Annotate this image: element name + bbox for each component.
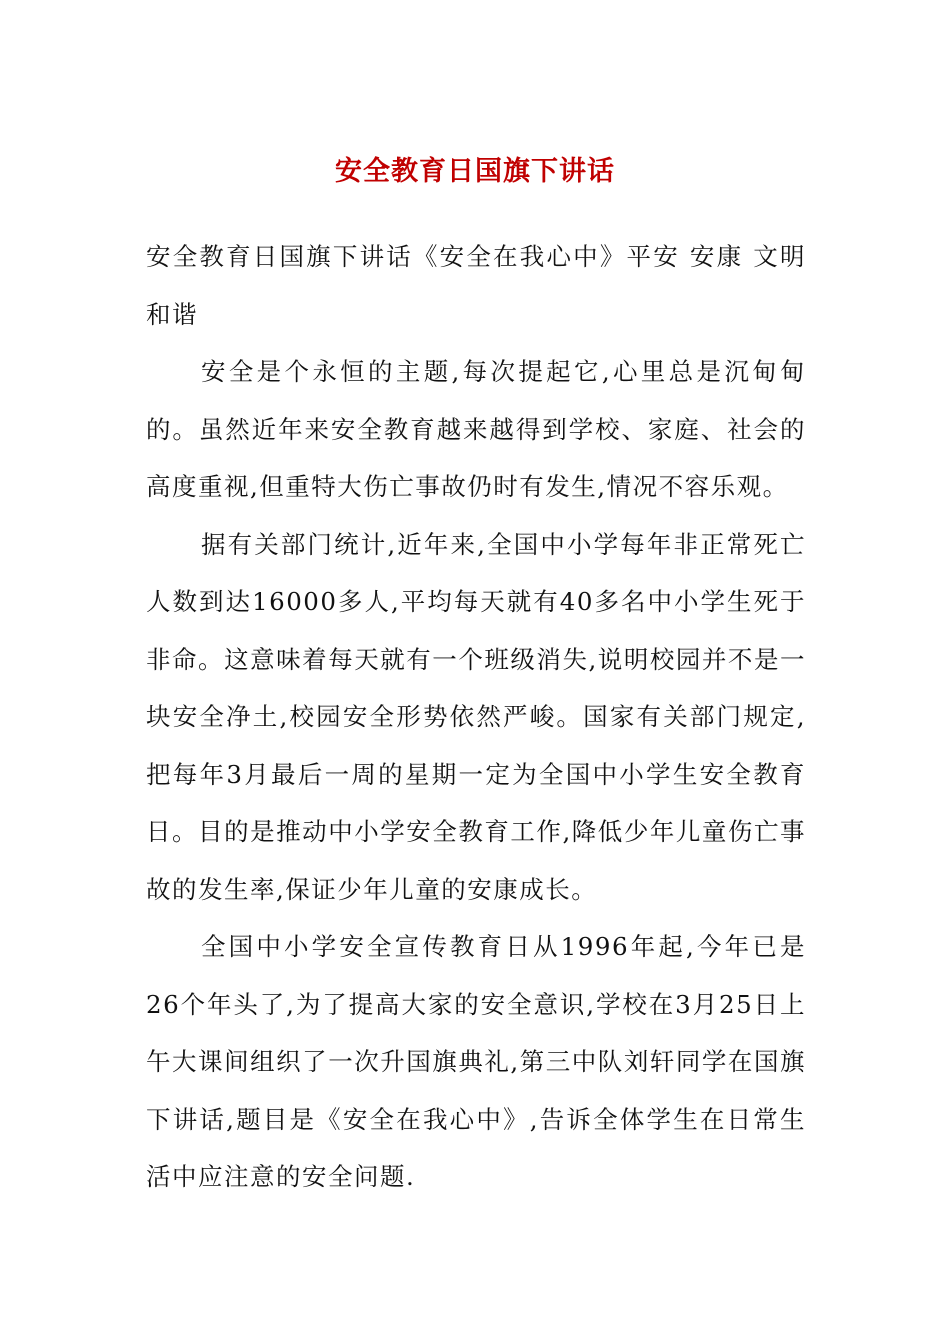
document-body — [146, 228, 806, 1206]
paragraph-event: 全国中小学安全宣传教育日从1996年起,今年已是26个年头了,为了提高大家的安全意识,学校在3月25日上午大课间组织了一次升国旗典礼,第三中队刘轩同学在国旗下讲话,题目是《安全在我心中》,告诉全体学生在日常生活中应注意的安全问题. — [146, 932, 806, 1191]
paragraph-subtitle: 安全教育日国旗下讲话《安全在我心中》平安 安康 文明和谐 — [146, 242, 806, 329]
paragraph-statistics: 据有关部门统计,近年来,全国中小学每年非正常死亡人数到达16000多人,平均每天就有40多名中小学生死于非命。这意味着每天就有一个班级消失,说明校园并不是一块安全净土,校园安全形势依然严峻。国家有关部门规定,把每年3月最后一周的星期一定为全国中小学生安全教育日。目的是推动中小学安全教育工作,降低少年儿童伤亡事故的发生率,保证少年儿童的安康成长。 — [146, 529, 806, 904]
paragraph-intro: 安全是个永恒的主题,每次提起它,心里总是沉甸甸的。虽然近年来安全教育越来越得到学校、家庭、社会的高度重视,但重特大伤亡事故仍时有发生,情况不容乐观。 — [146, 357, 806, 501]
document-title: 安全教育日国旗下讲话 — [335, 156, 615, 187]
